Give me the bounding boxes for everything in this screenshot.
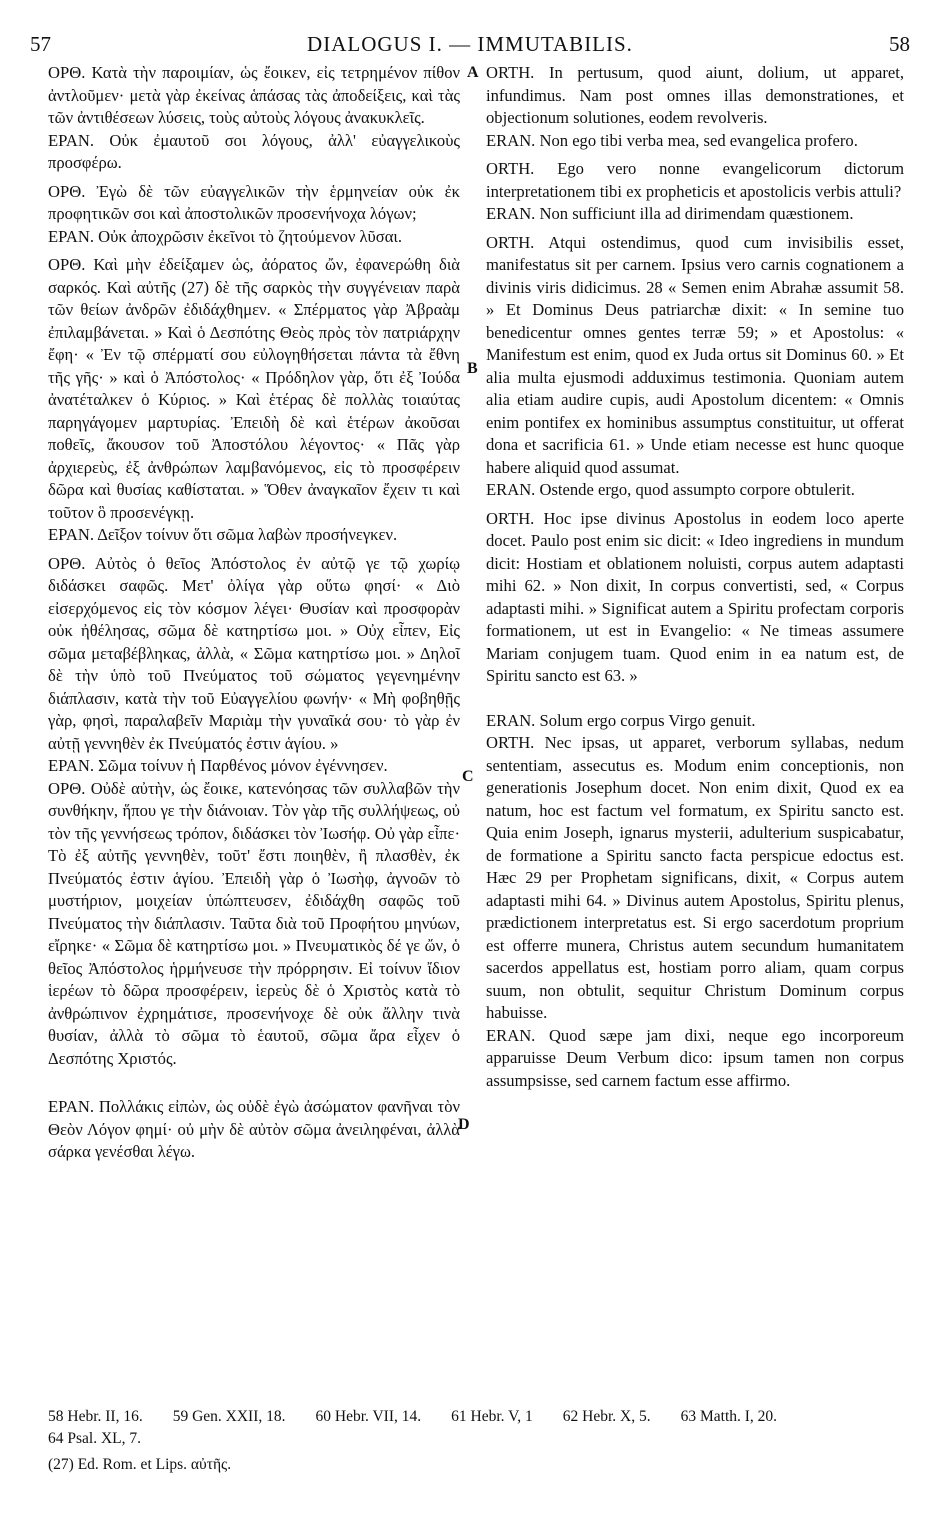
margin-marker-c: C (462, 768, 474, 785)
greek-paragraph: ΟΡΘ. Οὐδὲ αὐτὴν, ὡς ἔοικε, κατενόησας τῶν συλλαβῶν τὴν συνθήκην, ἥπου γε τὴν διάνοιαν. Τὸν γὰρ τῆς συλλήψεως, οὐ τὸν τῆς γεννήσεως τρόπον, διδάσκει τὸν Ἰωσήφ. Οὐ γὰρ εἶπε· Τὸ ἐξ αὐτῆς γεννηθὲν, τοῦτ' ἔστι ποιηθὲν, ἢ πλασθὲν, ἐκ Πνεύματός ἐστιν ἁγίου. Ἐπειδὴ γὰρ ὁ Ἰωσὴφ, ἀγνοῶν τὸ μυστήριον, μοιχείαν ὑπώπτευσεν, ἐδιδάχθη σαφῶς τοῦ Πνεύματος τὴν διάπλασιν. Ταῦτα διὰ τοῦ Προφήτου μηνύων, εἴρηκε· « Σῶμα δὲ κατηρτίσω μοι. » Πνευματικὸς δέ γε ὤν, ὁ θεῖος Ἀπόστολος ἡρμήνευσε τὴν πρόρρησιν. Εἰ τοίνυν ἴδιον ἱερέων τὸ δῶρα προσφέρειν, ἱερεὺς δὲ ὁ Χριστὸς κατὰ τὸ ἀνθρώπινον ἐχρημάτισε, προσενήνοχε δὲ οὐκ ἄλλην τινὰ θυσίαν, ἀλλὰ τὸ σῶμα τὸ ἑαυτοῦ, σῶμα ἄρα εἶχεν ὁ Δεσπότης Χριστός. (48, 778, 460, 1068)
margin-marker-d: D (458, 1116, 470, 1133)
latin-paragraph: ERAN. Ostende ergo, quod assumpto corpore obtulerit. (486, 480, 855, 499)
greek-paragraph: ΟΡΘ. Αὐτὸς ὁ θεῖος Ἀπόστολος ἐν αὐτῷ γε τῷ χωρίῳ διδάσκει σαφῶς. Μετ' ὀλίγα γὰρ οὕτω φησί· « Διὸ εἰσερχόμενος εἰς τὸν κόσμον λέγει· Θυσίαν καὶ προσφορὰν οὐκ ἠθέλησας, σῶμα δὲ κατηρτίσω μοι. » Οὐχ εἶπεν, Εἰς σῶμα μεταβέβληκας, ἀλλὰ, « Σῶμα κατηρτίσω μοι. » Δηλοῖ δὲ τὴν ὑπὸ τοῦ Πνεύματος τοῦ σώματος γεγενημένην διάπλασιν, κατὰ τὴν τοῦ Εὐαγγελίου φωνήν· « Μὴ φοβηθῇς γὰρ, φησὶ, παραλαβεῖν Μαριὰμ τὴν γυναῖκά σου· τὸ γὰρ ἐν αὐτῇ γεννηθὲν ἐκ Πνεύματός ἐστιν ἁγίου. » (48, 553, 460, 753)
page-number-left: 57 (30, 32, 51, 56)
footnote-row (48, 1428, 908, 1450)
latin-paragraph: ORTH. In pertusum, quod aiunt, dolium, ut apparet, infundimus. Nam post omnes illas demonstrationes, et objectionum solutiones, eodem revolveris. (486, 63, 904, 127)
footnote: 63 Matth. I, 20. (680, 1408, 778, 1425)
latin-paragraph: ORTH. Ego vero nonne evangelicorum dictorum interpretationem tibi ex propheticis et apostolicis verbis attuli? (486, 159, 904, 201)
greek-paragraph: ΕΡΑΝ. Οὐκ ἐμαυτοῦ σοι λόγους, ἀλλ' εὐαγγελικοὺς προσφέρω. (48, 130, 460, 172)
latin-paragraph: ERAN. Quod sæpe jam dixi, neque ego incorporeum apparuisse Deum Verbum dico: ipsum tamen non corpus assumpsisse, sed carnem factum esse affirmo. (486, 1025, 904, 1090)
greek-paragraph: ΕΡΑΝ. Σῶμα τοίνυν ἡ Παρθένος μόνον ἐγέννησεν. (48, 756, 388, 775)
page-number-right: 58 (889, 32, 910, 56)
edition-note: (27) Ed. Rom. et Lips. αὐτῆς. (48, 1456, 232, 1473)
greek-paragraph: ΕΡΑΝ. Οὐκ ἀποχρῶσιν ἐκεῖνοι τὸ ζητούμενον λῦσαι. (48, 226, 403, 246)
footnote: 58 Hebr. II, 16. (48, 1408, 143, 1425)
footnote-row (48, 1406, 908, 1428)
footnote: 60 Hebr. VII, 14. (315, 1408, 422, 1425)
greek-paragraph: ΕΡΑΝ. Δεῖξον τοίνυν ὅτι σῶμα λαβὼν προσήνεγκεν. (48, 525, 398, 544)
footnotes (48, 1406, 908, 1450)
latin-paragraph: ORTH. Atqui ostendimus, quod cum invisibilis esset, manifestatus sit per carnem. Ipsius vero carnis cognationem a divinis viris didicimus. 28 « Semen enim Abrahæ assumit 58. » Et Dominus Deus patriarchæ dixit: « In semine tuo benedicentur omnes gentes terræ 59; » et Apostolus: « Manifestum est enim, quod ex Juda ortus sit Dominus 60. » Et alia multa ejusmodi adduximus testimonia. Quoniam autem alia etiam audire cupis, audi Apostolum dicentem: « Omnis enim pontifex ex hominibus assumptus constituitur, ut offerat dona et sacrificia 61. » Unde etiam necesse est hunc quoque habere aliquid quod assumat. (486, 232, 904, 477)
greek-paragraph: ΟΡΘ. Ἐγὼ δὲ τῶν εὐαγγελικῶν τὴν ἑρμηνείαν οὐκ ἐκ προφητικῶν σοι καὶ ἀποστολικῶν προσενήνοχα λόγων; (48, 181, 460, 223)
margin-marker-a: A (467, 64, 479, 81)
greek-paragraph: ΟΡΘ. Κατὰ τὴν παροιμίαν, ὡς ἔοικεν, εἰς τετρημένον πίθον ἀντλοῦμεν· μετὰ γὰρ ἐκείνας ἁπάσας τὰς ἀποδείξεις, καὶ τὰς τῶν ἀντιθέσεων λύσεις, τοὺς αὐτοὺς λόγους ἀνακυκλεῖς. (48, 63, 460, 127)
latin-column (486, 62, 904, 1092)
greek-paragraph: ΕΡΑΝ. Πολλάκις εἰπὼν, ὡς οὐδὲ ἐγὼ ἀσώματον φανῆναι τὸν Θεὸν Λόγον φημί· οὐ μὴν δὲ αὐτὸν σῶμα ἀνειληφέναι, ἀλλὰ σάρκα γενέσθαι λέγω. (48, 1097, 460, 1161)
greek-column (48, 62, 460, 1164)
latin-paragraph: ERAN. Solum ergo corpus Virgo genuit. (486, 710, 756, 730)
latin-paragraph: ORTH. Hoc ipse divinus Apostolus in eodem loco aperte docet. Paulo post enim sic dicit: « Ideo ingrediens in mundum dicit: Hostiam et oblationem noluisti, corpus autem adaptasti mihi 62. » Non dixit, In corpus convertisti, sed, « Corpus adaptasti mihi. » Significat autem a Spiritu profectam corporis formationem, ut est in Evangelio: « Ne timeas assumere Mariam conjugem tuam. Quod enim in ea natum est, de Spiritu sancto est 63. » (486, 508, 904, 685)
greek-paragraph: ΟΡΘ. Καὶ μὴν ἐδείξαμεν ὡς, ἀόρατος ὤν, ἐφανερώθη διὰ σαρκός. Καὶ αὐτῆς (27) δὲ τῆς σαρκὸς τὴν συγγένειαν παρὰ τῶν θείων ἀνδρῶν ἐδιδάχθημεν. « Σπέρματος γὰρ Ἀβραὰμ ἐπιλαμβάνεται. » Καὶ ὁ Δεσπότης Θεὸς πρὸς τὸν πατριάρχην ἔφη· « Ἐν τῷ σπέρματί σου εὐλογηθήσεται πάντα τὰ ἔθνη τῆς γῆς· » καὶ ὁ Ἀπόστολος· « Πρόδηλον γὰρ, ὅτι ἐξ Ἰούδα ἀνατέταλκεν ὁ Κύριος. » Καὶ ἑτέρας δὲ πολλὰς τοιαύτας παρηγάγομεν μαρτυρίας. Ἐπειδὴ δὲ καὶ ἑτέρων ἀκοῦσαι ποθεῖς, ἄκουσον τοῦ Ἀποστόλου λέγοντος· « Πᾶς γὰρ ἀρχιερεὺς, ἐξ ἀνθρώπων λαμβανόμενος, εἰς τὸ προσφέρειν δῶρα καὶ θυσίας καθίσταται. » Ὅθεν ἀναγκαῖον ἔχειν τι καὶ τοῦτον ὃ προσενέγκῃ. (48, 255, 460, 522)
footnote: 59 Gen. XXII, 18. (172, 1408, 286, 1425)
latin-paragraph: ERAN. Non ego tibi verba mea, sed evangelica profero. (486, 130, 858, 150)
latin-paragraph: ORTH. Nec ipsas, ut apparet, verborum syllabas, nedum sententiam, assecutus es. Modum enim conceptionis, non generationis Josephum docet. Non enim dixit, Quod ex ea natum, hoc est factum vel formatum, ex Spiritu sancto est. Quia enim Joseph, ignarus mysterii, adulterium suspicabatur, de formatione a Spiritu sancto facta perspicue edoctus est. Hæc 29 per Prophetam significans, dixit, « Corpus autem adaptasti mihi 64. » Divinus autem Apostolus, Spiritu plenus, prædictionem interpretatus est. Si ergo sacerdotum proprium est offerre munera, Christus autem secundum humanitatem sacerdos appellatus est, hostiam porro aliam, quam corpus suum, non obtulit, sequitur Christum Dominum corpus habuisse. (486, 733, 904, 1022)
latin-paragraph: ERAN. Non sufficiunt illa ad dirimendam quæstionem. (486, 204, 854, 223)
footnote: 62 Hebr. X, 5. (562, 1408, 651, 1425)
margin-marker-b: B (467, 360, 478, 377)
running-header (30, 22, 910, 56)
footnote: 61 Hebr. V, 1 (451, 1408, 533, 1425)
running-title: DIALOGUS I. — IMMUTABILIS. (307, 32, 633, 56)
footnote: 64 Psal. XL, 7. (48, 1430, 141, 1447)
